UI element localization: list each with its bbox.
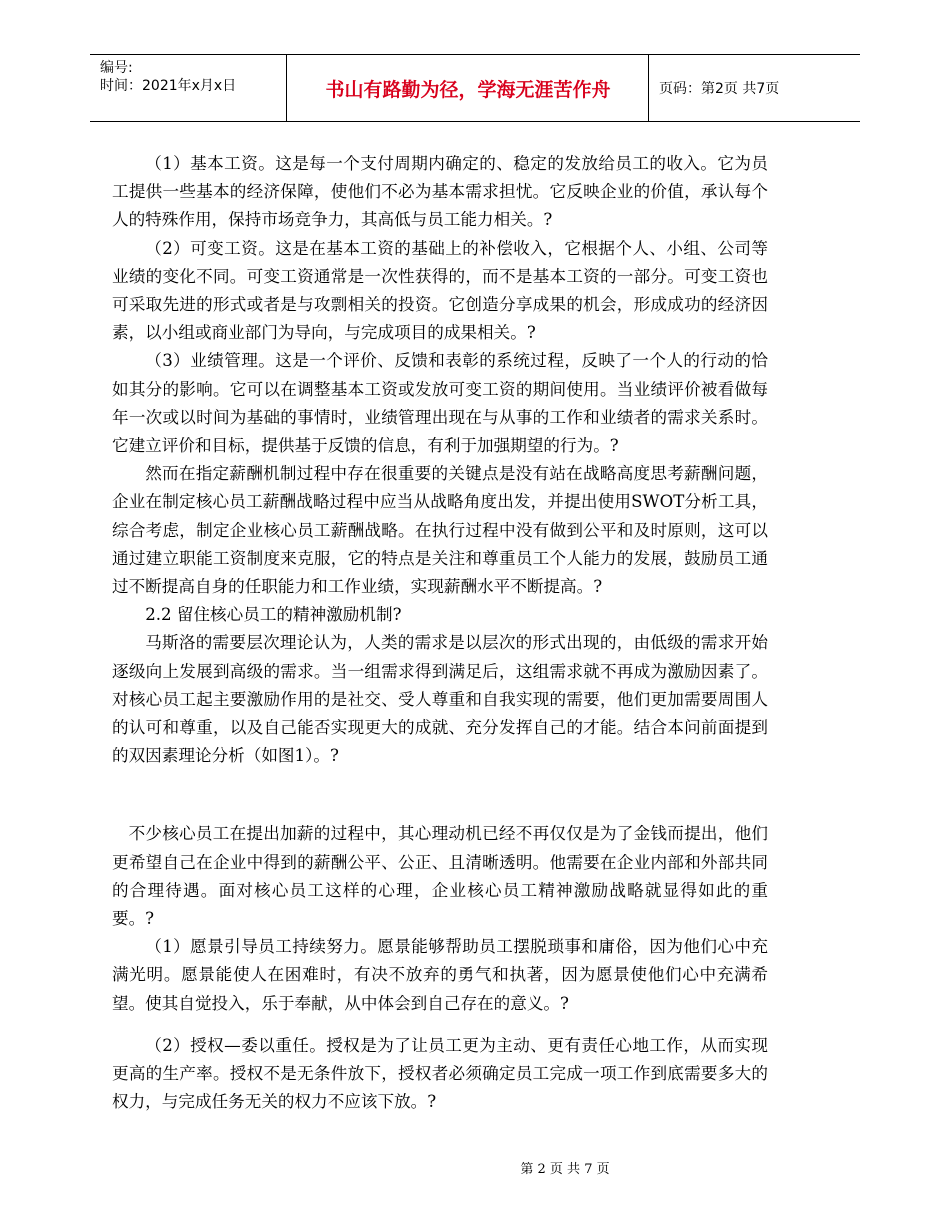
paragraph-variable-salary: （2）可变工资。这是在基本工资的基础上的补偿收入，它根据个人、小组、公司等业绩的变化不同。可变工资通常是一次性获得的，而不是基本工资的一部分。可变工资也可采取先进的形式或者是与攻剽相关的投资。它创造分享成果的机会，形成成功的经济因素，以小组或商业部门为导向，与完成项目的成果相关。? [112,238,768,343]
page-header [90,54,860,122]
header-page-label: 页码：第2页 共7页 [648,55,860,121]
header-meta [100,59,236,95]
paragraph-basic-salary: （1）基本工资。这是每一个支付周期内确定的、稳定的发放给员工的收入。它为员工提供一些基本的经济保障，使他们不必为基本需求担忧。它反映企业的价值，承认每个人的特殊作用，保持市场竞争力，其高低与员工能力相关。? [112,154,768,230]
paragraph-vision: （1）愿景引导员工持续努力。愿景能够帮助员工摆脱琐事和庸俗，因为他们心中充满光明。愿景能使人在困难时，有决不放弃的勇气和执著，因为愿景使他们心中充满希望。使其自觉投入，乐于奉献，从中体会到自己存在的意义。? [112,937,768,1013]
doc-number-label: 编号: [100,60,133,76]
paragraph-core-employee-psychology: 不少核心员工在提出加薪的过程中，其心理动机已经不再仅仅是为了金钱而提出，他们更希望自己在企业中得到的薪酬公平、公正、且清晰透明。他需要在企业内部和外部共同的合理待遇。面对核心员工这样的心理，企业核心员工精神激励战略就显得如此的重要。? [112,824,768,929]
page-footer: 第 2 页 共 7 页 [520,1162,610,1177]
paragraph-maslow: 马斯洛的需要层次理论认为，人类的需求是以层次的形式出现的，由低级的需求开始逐级向上发展到高级的需求。当一组需求得到满足后，这组需求就不再成为激励因素了。对核心员工起主要激励作用的是社交、受人尊重和自我实现的需要，他们更加需要周围人的认可和尊重，以及自己能否实现更大的成就、充分发挥自己的才能。结合本问前面提到的双因素理论分析（如图1）。? [112,633,768,766]
section-heading-2-2: 2.2 留住核心员工的精神激励机制? [145,605,402,625]
time-label: 时间：2021年x月x日 [100,78,237,94]
paragraph-performance-management: （3）业绩管理。这是一个评价、反馈和表彰的系统过程，反映了一个人的行动的恰如其分的影响。它可以在调整基本工资或发放可变工资的期间使用。当业绩评价被看做每年一次或以时间为基础的事情时，业绩管理出现在与从事的工作和业绩者的需求关系时。它建立评价和目标，提供基于反馈的信息，有利于加强期望的行为。? [112,351,768,456]
paragraph-empowerment: （2）授权—委以重任。授权是为了让员工更为主动、更有责任心地工作，从而实现更高的生产率。授权不是无条件放下，授权者必须确定员工完成一项工作到底需要多大的权力，与完成任务无关的权力不应该下放。? [112,1035,768,1112]
header-motto: 书山有路勤为径，学海无涯苦作舟 [286,55,649,121]
document-body [112,150,768,1117]
paragraph-salary-strategy: 然而在指定薪酬机制过程中存在很重要的关键点是没有站在战略高度思考薪酬问题，企业在制定核心员工薪酬战略过程中应当从战略角度出发，并提出使用SWOT分析工具，综合考虑，制定企业核心员工薪酬战略。在执行过程中没有做到公平和及时原则，这可以通过建立职能工资制度来克服，它的特点是关注和尊重员工个人能力的发展，鼓励员工通过不断提高自身的任职能力和工作业绩，实现薪酬水平不断提高。? [112,464,768,597]
